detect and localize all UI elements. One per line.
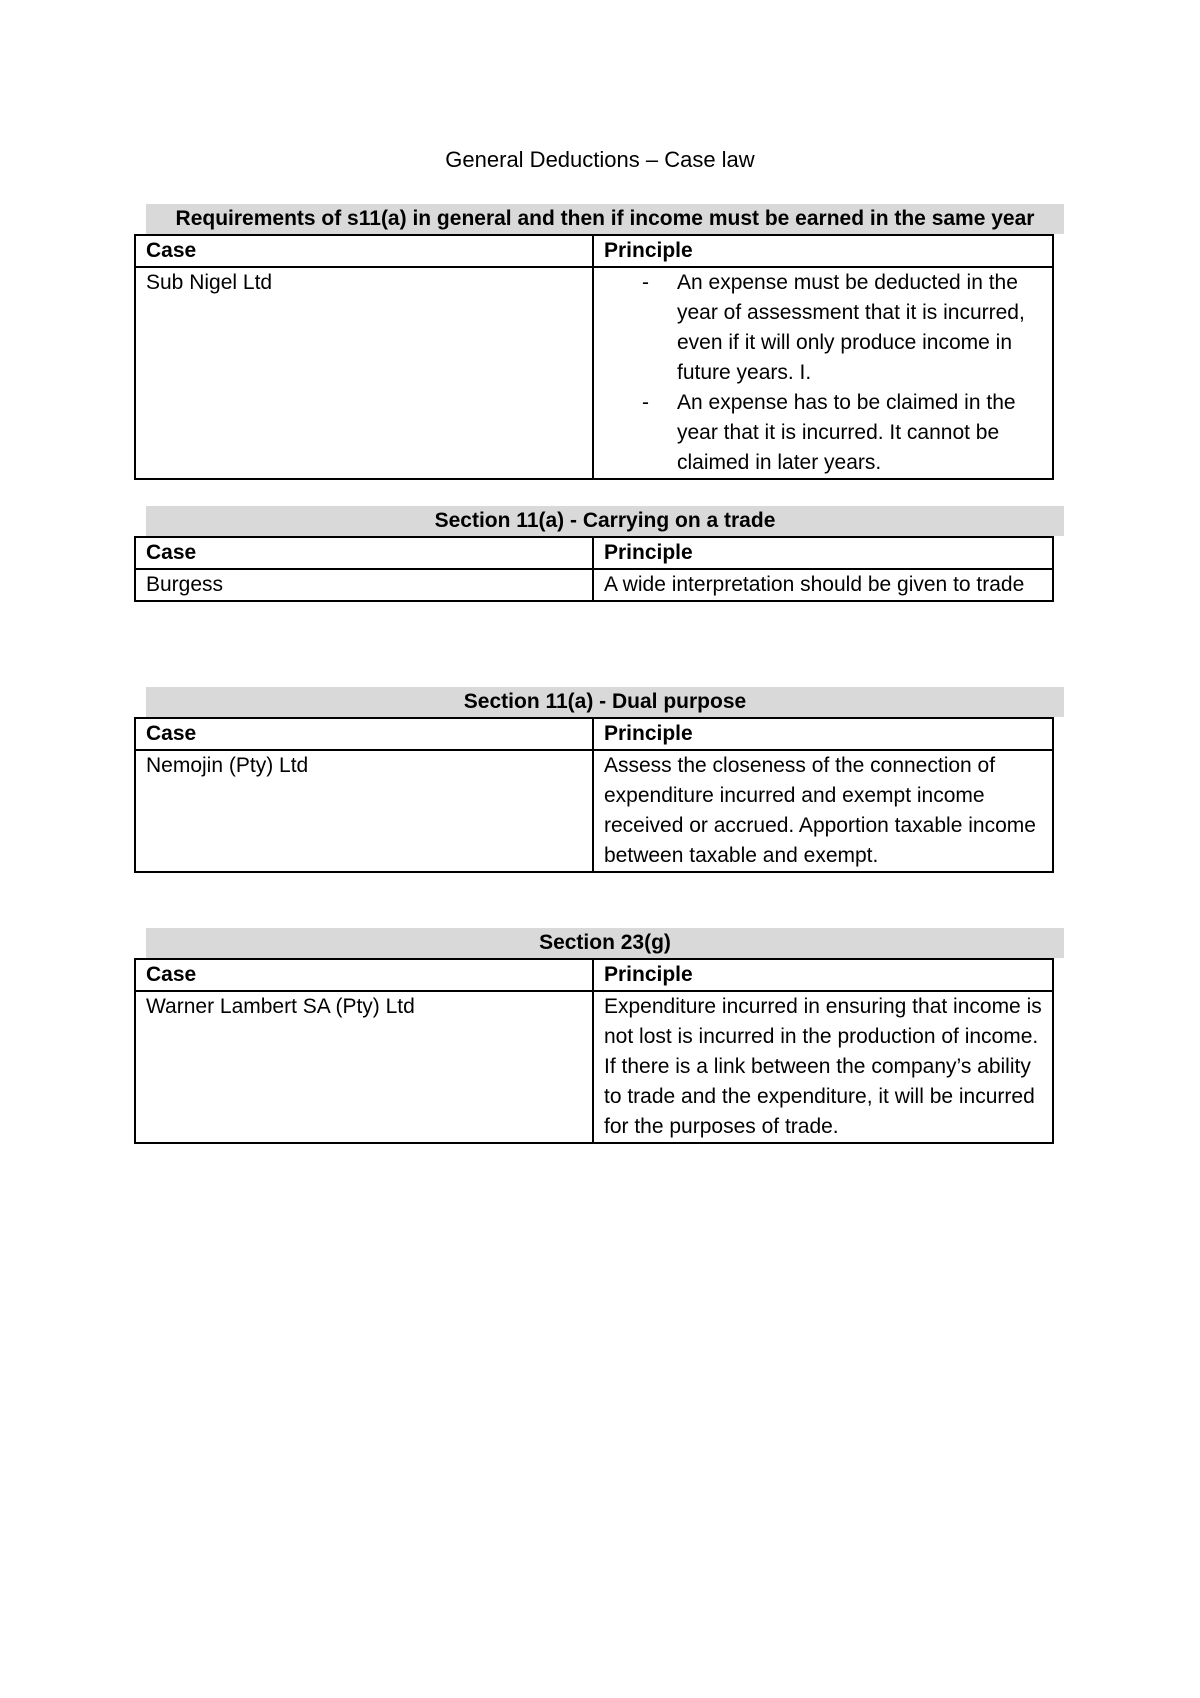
table-row	[135, 569, 1053, 601]
case-name: Burgess	[135, 569, 593, 601]
column-header-case: Case	[135, 718, 593, 750]
principle-cell: Assess the closeness of the connection of expenditure incurred and exempt income received or accrued. Apportion taxable income between taxable and exempt.	[593, 750, 1053, 872]
column-header-case: Case	[135, 959, 593, 991]
section-heading: Requirements of s11(a) in general and then if income must be earned in the same year	[146, 204, 1064, 234]
column-header-principle: Principle	[593, 959, 1053, 991]
table-header-row	[135, 537, 1053, 569]
principle-cell	[593, 991, 1053, 1143]
principle-cell	[593, 267, 1053, 479]
case-name: Nemojin (Pty) Ltd	[135, 750, 593, 872]
list-item	[604, 388, 1042, 478]
column-header-principle: Principle	[593, 537, 1053, 569]
table-row	[135, 750, 1053, 872]
table-header-row	[135, 718, 1053, 750]
table-header-row	[135, 959, 1053, 991]
section-heading: Section 11(a) - Carrying on a trade	[146, 506, 1064, 536]
bullet-marker: -	[642, 391, 649, 414]
table-row	[135, 991, 1053, 1143]
table-row	[135, 267, 1053, 479]
section-dual-purpose	[134, 687, 1052, 873]
principle-text: If there is a link between the company’s ability to trade and the expenditure, it will be incurred for the purposes of trade.	[604, 1055, 1035, 1138]
section-s11a-requirements	[134, 204, 1052, 480]
case-table	[134, 717, 1054, 873]
principle-list	[604, 268, 1042, 478]
table-header-row	[135, 235, 1053, 267]
principle-text: An expense has to be claimed in the year that it is incurred. It cannot be claimed in later years.	[677, 391, 1016, 474]
column-header-principle: Principle	[593, 235, 1053, 267]
case-table	[134, 958, 1054, 1144]
section-heading: Section 23(g)	[146, 928, 1064, 958]
column-header-principle: Principle	[593, 718, 1053, 750]
section-23g	[134, 928, 1052, 1144]
section-carrying-on-trade	[134, 506, 1052, 602]
case-table	[134, 234, 1054, 480]
column-header-case: Case	[135, 537, 593, 569]
case-table	[134, 536, 1054, 602]
section-heading: Section 11(a) - Dual purpose	[146, 687, 1064, 717]
principle-cell: A wide interpretation should be given to trade	[593, 569, 1053, 601]
principle-text: Expenditure incurred in ensuring that income is not lost is incurred in the production of income.	[604, 995, 1042, 1048]
document-title: General Deductions – Case law	[445, 147, 755, 172]
column-header-case: Case	[135, 235, 593, 267]
principle-text: An expense must be deducted in the year of assessment that it is incurred, even if it will only produce income in future years. I.	[677, 271, 1025, 384]
case-name: Warner Lambert SA (Pty) Ltd	[135, 991, 593, 1143]
list-item	[604, 268, 1042, 388]
bullet-marker: -	[642, 271, 649, 294]
case-name: Sub Nigel Ltd	[135, 267, 593, 479]
